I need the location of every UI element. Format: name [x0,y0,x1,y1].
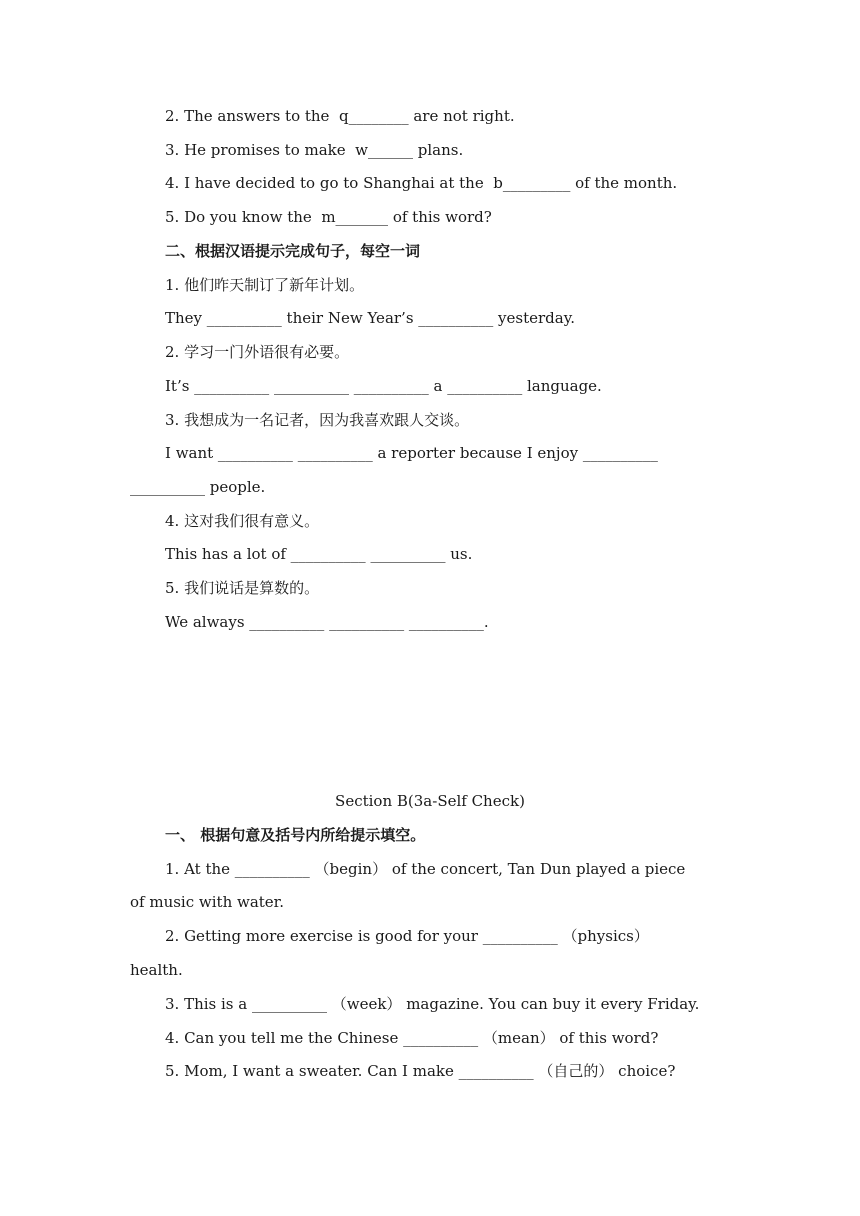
chinese-prompt: 5. 我们说话是算数的。 [165,579,320,597]
exercise-line: 2. Getting more exercise is good for your __________ （physics） [165,927,649,945]
section-heading: 二、根据汉语提示完成句子，每空一词 [165,242,421,260]
english-sentence: I want __________ __________ a reporter because I enjoy __________ [165,444,658,462]
chinese-prompt: 3. 我想成为一名记者，因为我喜欢跟人交谈。 [165,411,470,429]
english-sentence: We always __________ __________ __________. [165,613,489,631]
chinese-prompt: 4. 这对我们很有意义。 [165,512,320,530]
exercise-line: 4. I have decided to go to Shanghai at the b_________ of the month. [165,174,678,192]
english-sentence: This has a lot of __________ __________ us. [165,545,473,563]
exercise-line: 5. Do you know the m_______ of this word? [165,208,492,226]
exercise-line: 5. Mom, I want a sweater. Can I make __________ （自己的） choice? [165,1062,676,1080]
exercise-line: 4. Can you tell me the Chinese __________ （mean） of this word? [165,1029,659,1047]
exercise-line: 1. At the __________ （begin） of the concert, Tan Dun played a piece [165,860,686,878]
chinese-prompt: 1. 他们昨天制订了新年计划。 [165,276,365,294]
exercise-line: 3. He promises to make w______ plans. [165,141,464,159]
english-sentence: They __________ their New Year’s __________ yesterday. [165,309,575,327]
english-sentence: It’s __________ __________ __________ a __________ language. [165,377,602,395]
chinese-prompt: 2. 学习一门外语很有必要。 [165,343,350,361]
section-title: Section B(3a-Self Check) [335,792,525,810]
exercise-line: 2. The answers to the q________ are not right. [165,107,515,125]
exercise-line-continued: of music with water. [130,893,284,911]
section-heading: 一、 根据句意及括号内所给提示填空。 [165,826,426,844]
exercise-line-continued: health. [130,961,183,979]
exercise-line: 3. This is a __________ （week） magazine. You can buy it every Friday. [165,995,700,1013]
english-sentence-continued: __________ people. [130,478,266,496]
